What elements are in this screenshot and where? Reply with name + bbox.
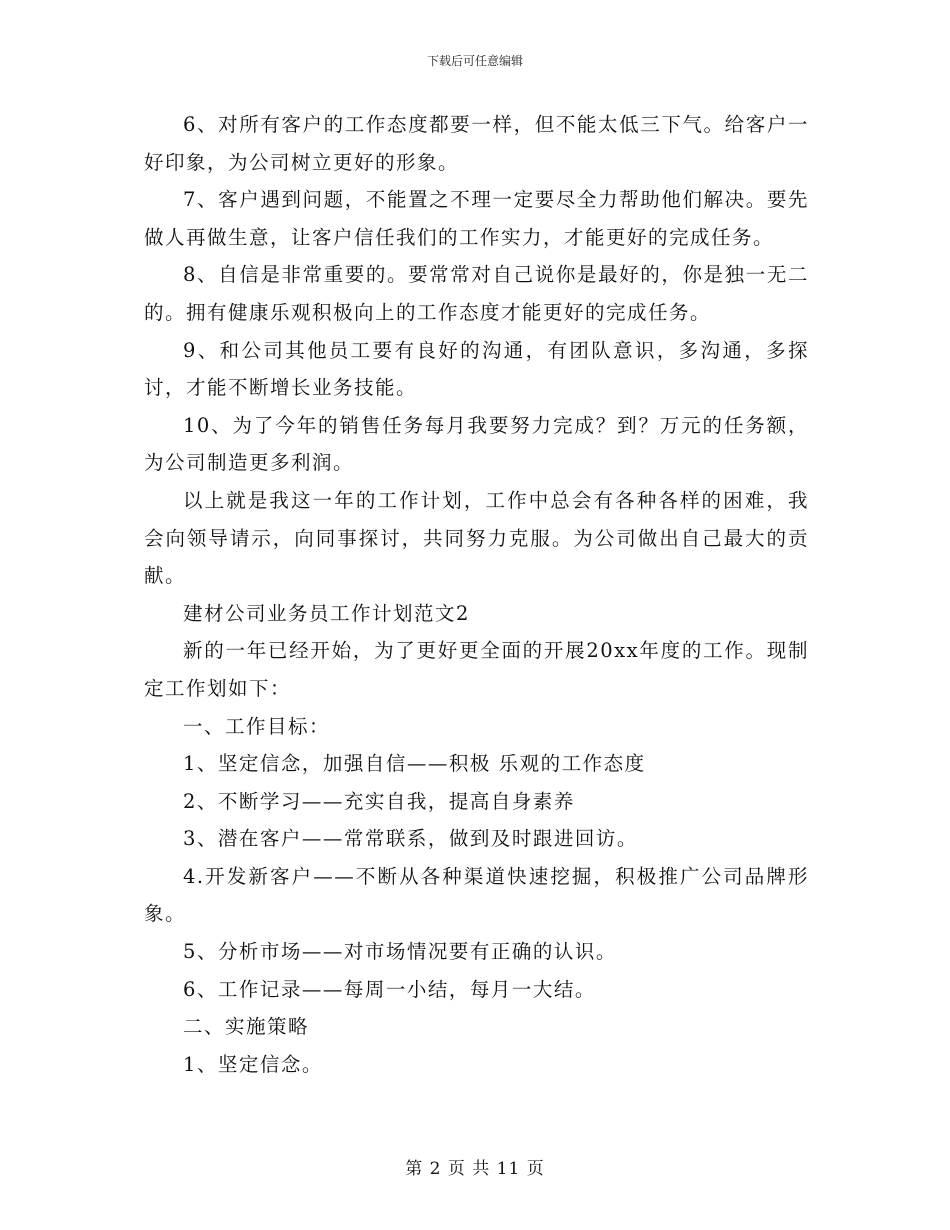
- list-item: 1、坚定信念。: [183, 1052, 323, 1076]
- paragraph: 7、客户遇到问题，不能置之不理一定要尽全力帮助他们解决。要先做人再做生意，让客户信任我们的工作实力，才能更好的完成任务。: [144, 188, 809, 249]
- list-item: 5、分析市场——对市场情况要有正确的认识。: [183, 940, 617, 964]
- section-heading: 建材公司业务员工作计划范文2: [183, 601, 470, 625]
- page-number: 第 2 页 共 11 页: [405, 1159, 545, 1179]
- section-heading: 二、实施策略: [183, 1015, 310, 1039]
- paragraph: 9、和公司其他员工要有良好的沟通，有团队意识，多沟通，多探讨，才能不断增长业务技能。: [144, 338, 809, 400]
- document-body: [144, 106, 809, 1083]
- list-item: 1、坚定信念，加强自信——积极 乐观的工作态度: [183, 752, 646, 776]
- paragraph: 新的一年已经开始，为了更好更全面的开展20xx年度的工作。现制定工作划如下：: [144, 639, 809, 700]
- paragraph: 10、为了今年的销售任务每月我要努力完成？到？万元的任务额，为公司制造更多利润。: [144, 413, 809, 475]
- section-heading: 一、工作目标：: [183, 714, 331, 738]
- list-item: 6、工作记录——每周一小结，每月一大结。: [183, 977, 596, 1001]
- paragraph: 8、自信是非常重要的。要常常对自己说你是最好的，你是独一无二的。拥有健康乐观积极向上的工作态度才能更好的完成任务。: [144, 263, 809, 324]
- list-item: 2、不断学习——充实自我，提高自身素养: [183, 789, 575, 813]
- paragraph: 以上就是我这一年的工作计划，工作中总会有各种各样的困难，我会向领导请示，向同事探讨，共同努力克服。为公司做出自己最大的贡献。: [144, 488, 809, 588]
- page-header-note: 下载后可任意编辑: [426, 54, 523, 68]
- list-item: 4.开发新客户——不断从各种渠道快速挖掘，积极推广公司品牌形象。: [144, 864, 809, 926]
- paragraph: 6、对所有客户的工作态度都要一样，但不能太低三下气。给客户一好印象，为公司树立更好的形象。: [144, 113, 809, 174]
- list-item: 3、潜在客户——常常联系，做到及时跟进回访。: [183, 827, 638, 851]
